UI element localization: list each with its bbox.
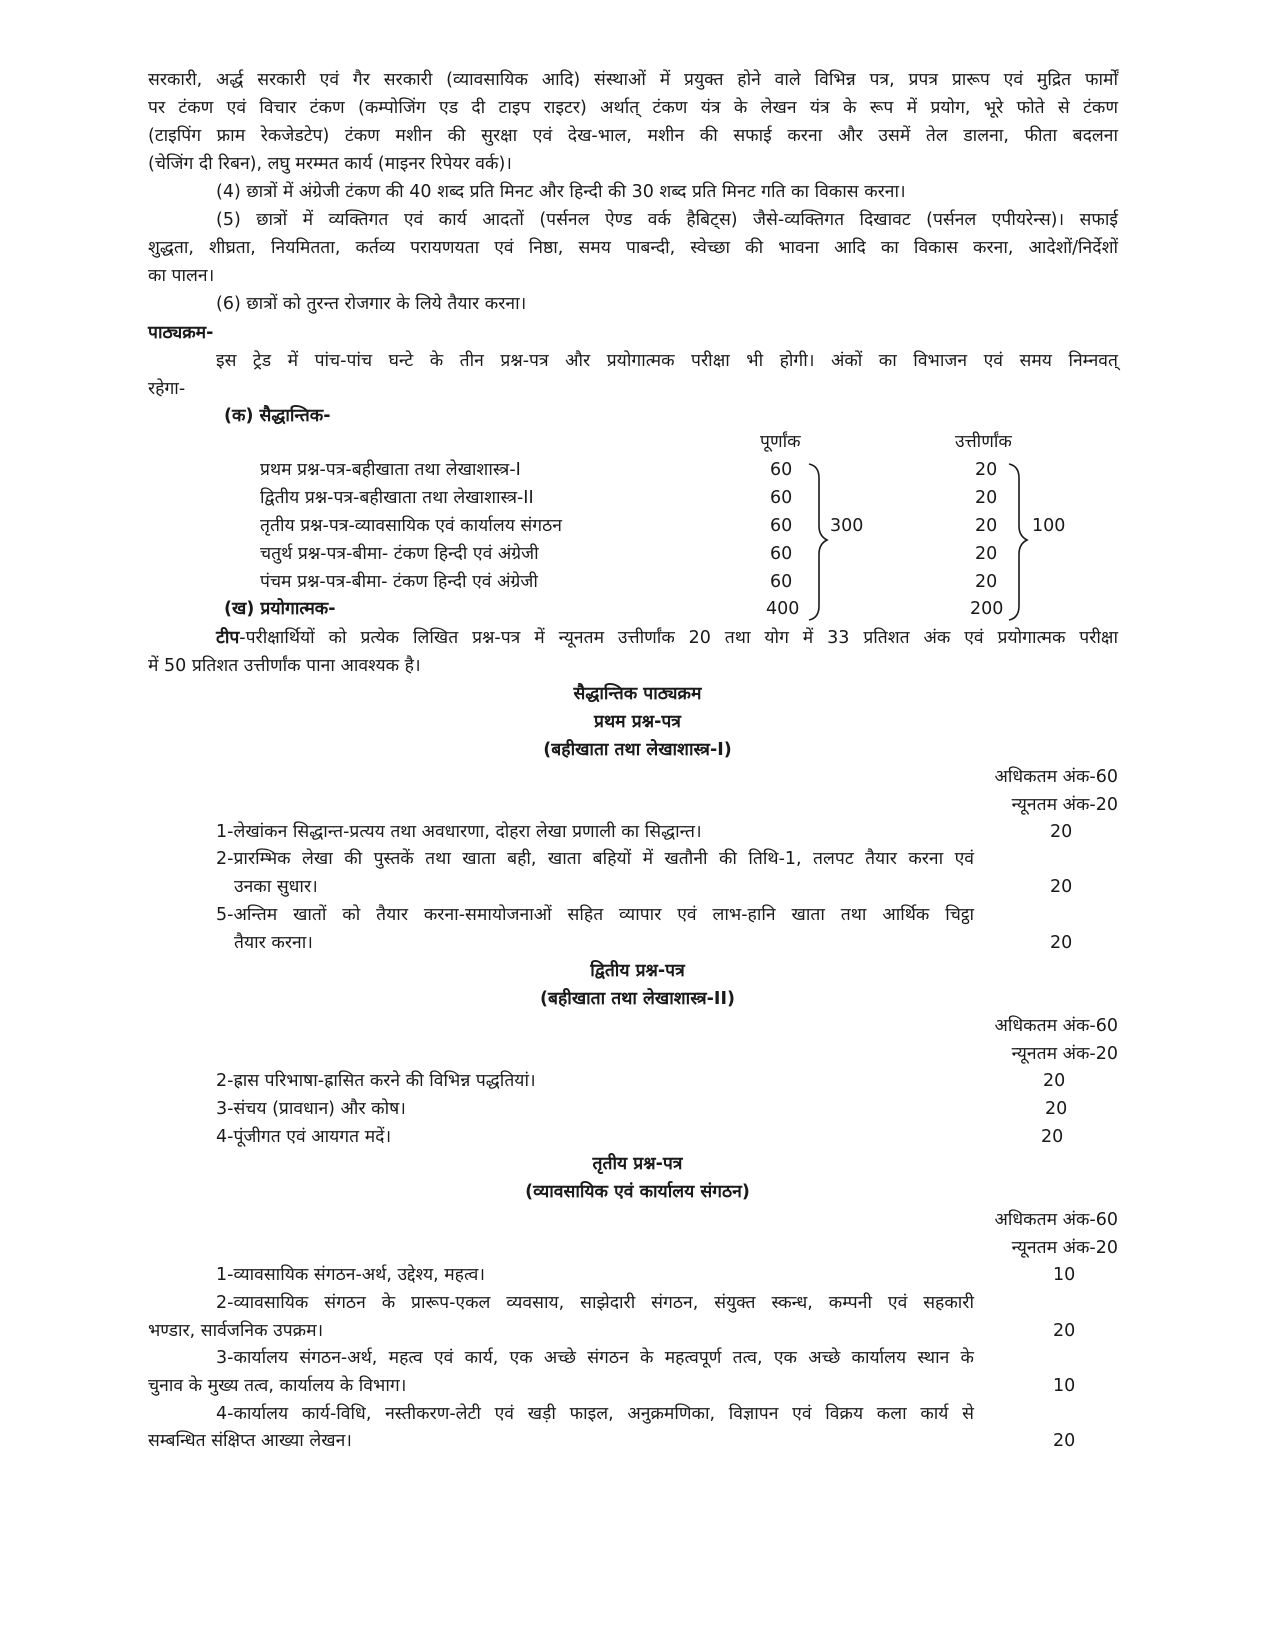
paper1-item-3-line-2: तैयार करना। (234, 933, 313, 953)
paper1-max-marks: अधिकतम अंक-60 (994, 767, 1118, 787)
paper3-item-3-line-2: चुनाव के मुख्य तत्व, कार्यालय के विभाग। (148, 1376, 407, 1396)
paper3-item-4-marks: 20 (1053, 1431, 1076, 1451)
paper3-max-marks: अधिकतम अंक-60 (994, 1210, 1118, 1230)
paper1-item-1: 1-लेखांकन सिद्धान्त-प्रत्यय तथा अवधारणा, दोहरा लेखा प्रणाली का सिद्धान्त। (216, 822, 702, 842)
col-header-full-marks: पूर्णांक (760, 432, 801, 452)
point-5-line-2: शुद्धता, शीघ्रता, नियमितता, कर्तव्य परायणयता एवं निष्ठा, समय पाबन्दी, स्वेच्छा की भावना आदि का विकास करना, आदेशों/निर्देशों (148, 238, 1118, 258)
paper3-title: तृतीय प्रश्न-पत्र (592, 1154, 683, 1174)
paper2-item-3-marks: 20 (1041, 1127, 1064, 1147)
paper-row-name: प्रथम प्रश्न-पत्र-बहीखाता तथा लेखाशास्त्र-I (260, 460, 521, 480)
paper2-item-3: 4-पूंजीगत एवं आयगत मदें। (216, 1127, 392, 1147)
paper-row-pass: 20 (975, 572, 998, 592)
paper3-item-4-line-2: सम्बन्धित संक्षिप्त आख्या लेखन। (148, 1431, 352, 1451)
note-label: टीप (216, 628, 240, 648)
syllabus-desc-line-1: इस ट्रेड में पांच-पांच घन्टे के तीन प्रश्न-पत्र और प्रयोगात्मक परीक्षा भी होगी। अंकों का विभाजन एवं समय निम्नवत् (216, 351, 1118, 371)
paper-row-pass: 20 (975, 544, 998, 564)
paper-row-name: द्वितीय प्रश्न-पत्र-बहीखाता तथा लेखाशास्त्र-II (260, 488, 534, 508)
intro-line-2: पर टंकण एवं विचार टंकण (कम्पोजिंग एड दी टाइप राइटर) अर्थात् टंकण यंत्र के लेखन यंत्र के रूप में प्रयोग, भूरे फोते से टंकण (148, 98, 1118, 118)
paper3-item-3-marks: 10 (1053, 1376, 1076, 1396)
paper1-item-1-marks: 20 (1050, 822, 1073, 842)
paper3-item-2-line-1: 2-व्यावसायिक संगठन के प्रारूप-एकल व्यवसाय, साझेदारी संगठन, संयुक्त स्कन्ध, कम्पनी एवं सहकारी (216, 1293, 974, 1313)
paper-row-full: 60 (770, 544, 793, 564)
paper-row-pass: 20 (975, 460, 998, 480)
paper3-item-1-marks: 10 (1053, 1265, 1076, 1285)
paper3-item-2-marks: 20 (1053, 1321, 1076, 1341)
practical-full-marks: 400 (766, 599, 800, 619)
intro-line-3: (टाइपिंग फ्राम रेकजेडटेप) टंकण मशीन की सुरक्षा एवं देख-भाल, मशीन की सफाई करना और उसमें तेल डालना, फीता बदलना (148, 126, 1118, 146)
paper3-item-4-line-1: 4-कार्यालय कार्य-विधि, नस्तीकरण-लेटी एवं खड़ी फाइल, अनुक्रमणिका, विज्ञापन एवं विक्रय कला कार्य से (216, 1404, 974, 1424)
paper3-item-3-line-1: 3-कार्यालय संगठन-अर्थ, महत्व एवं कार्य, एक अच्छे संगठन के महत्वपूर्ण तत्व, एक अच्छे कार्यालय स्थान के (216, 1348, 974, 1368)
paper-row-full: 60 (770, 572, 793, 592)
paper1-item-2-line-2: उनका सुधार। (234, 877, 318, 897)
paper1-min-marks: न्यूनतम अंक-20 (1011, 795, 1118, 815)
total-full-marks: 300 (830, 516, 864, 536)
syllabus-heading: पाठ्यक्रम- (148, 323, 214, 343)
paper1-item-3-line-1: 5-अन्तिम खातों को तैयार करना-समायोजनाओं सहित व्यापार एवं लाभ-हानि खाता तथा आर्थिक चिट्ठा (216, 905, 974, 925)
paper1-title: प्रथम प्रश्न-पत्र (594, 712, 681, 732)
paper2-max-marks: अधिकतम अंक-60 (994, 1016, 1118, 1036)
paper1-item-3-marks: 20 (1050, 933, 1073, 953)
paper2-item-2: 3-संचय (प्रावधान) और कोष। (216, 1099, 406, 1119)
point-5-line-1: (5) छात्रों में व्यक्तिगत एवं कार्य आदतों (पर्सनल ऐण्ड वर्क हैबिट्स) जैसे-व्यक्तिगत दिखावट (पर्सनल एपीयरेन्स)। सफाई (216, 210, 1118, 230)
point-4: (4) छात्रों में अंग्रेजी टंकण की 40 शब्द प्रति मिनट और हिन्दी की 30 शब्द प्रति मिनट गति का विकास करना। (216, 182, 906, 202)
note-line-1 (216, 630, 1118, 648)
paper2-subtitle: (बहीखाता तथा लेखाशास्त्र-II) (540, 989, 735, 1009)
paper1-item-2-line-1: 2-प्रारम्भिक लेखा की पुस्तकें तथा खाता बही, खाता बहियों में खतौनी की तिथि-1, तलपट तैयार करना एवं (216, 849, 974, 869)
paper3-item-2-line-2: भण्डार, सार्वजनिक उपक्रम। (148, 1321, 324, 1341)
note-line-2: में 50 प्रतिशत उत्तीर्णांक पाना आवश्यक है। (148, 656, 421, 676)
paper2-item-2-marks: 20 (1045, 1099, 1068, 1119)
theory-label: (क) सैद्धान्तिक- (224, 406, 331, 426)
point-5-line-3: का पालन। (148, 266, 215, 286)
point-6: (6) छात्रों को तुरन्त रोजगार के लिये तैयार करना। (216, 294, 527, 314)
paper-row-name: तृतीय प्रश्न-पत्र-व्यावसायिक एवं कार्यालय संगठन (260, 516, 562, 536)
col-header-pass-marks: उत्तीर्णांक (955, 432, 1012, 452)
paper-row-full: 60 (770, 460, 793, 480)
paper1-subtitle: (बहीखाता तथा लेखाशास्त्र-I) (543, 740, 732, 760)
intro-line-4: (चेजिंग दी रिबन), लघु मरम्मत कार्य (माइनर रिपेयर वर्क)। (148, 154, 512, 174)
note-text: -परीक्षार्थियों को प्रत्येक लिखित प्रश्न-पत्र में न्यूनतम उत्तीर्णांक 20 तथा योग में 33 प्रतिशत अंक एवं प्रयोगात्मक परीक्षा (239, 628, 1118, 648)
paper1-item-2-marks: 20 (1050, 877, 1073, 897)
paper-row-pass: 20 (975, 516, 998, 536)
paper3-subtitle: (व्यावसायिक एवं कार्यालय संगठन) (525, 1182, 750, 1202)
practical-label: (ख) प्रयोगात्मक- (224, 599, 336, 619)
syllabus-desc-line-2: रहेगा- (148, 379, 186, 399)
brace-full-marks (805, 462, 835, 622)
paper2-title: द्वितीय प्रश्न-पत्र (590, 961, 685, 981)
paper-row-full: 60 (770, 488, 793, 508)
paper2-item-1-marks: 20 (1043, 1071, 1066, 1091)
paper3-min-marks: न्यूनतम अंक-20 (1011, 1238, 1118, 1258)
intro-line-1: सरकारी, अर्द्ध सरकारी एवं गैर सरकारी (व्यावसायिक आदि) संस्थाओं में प्रयुक्त होने वाले विभिन्न पत्र, प्रपत्र प्रारूप एवं मुद्रित फार्मों (148, 70, 1118, 90)
paper-row-name: चतुर्थ प्रश्न-पत्र-बीमा- टंकण हिन्दी एवं अंग्रेजी (260, 544, 539, 564)
brace-pass-marks (1005, 462, 1035, 622)
paper-row-pass: 20 (975, 488, 998, 508)
paper-row-name: पंचम प्रश्न-पत्र-बीमा- टंकण हिन्दी एवं अंग्रेजी (260, 572, 538, 592)
paper2-min-marks: न्यूनतम अंक-20 (1011, 1044, 1118, 1064)
practical-pass-marks: 200 (970, 599, 1004, 619)
paper3-item-1: 1-व्यावसायिक संगठन-अर्थ, उद्देश्य, महत्व। (216, 1265, 485, 1285)
paper-row-full: 60 (770, 516, 793, 536)
paper2-item-1: 2-ह्रास परिभाषा-ह्रासित करने की विभिन्न पद्धतियां। (216, 1071, 536, 1091)
theory-syllabus-title: सैद्धान्तिक पाठ्यक्रम (573, 684, 702, 704)
total-pass-marks: 100 (1032, 516, 1066, 536)
